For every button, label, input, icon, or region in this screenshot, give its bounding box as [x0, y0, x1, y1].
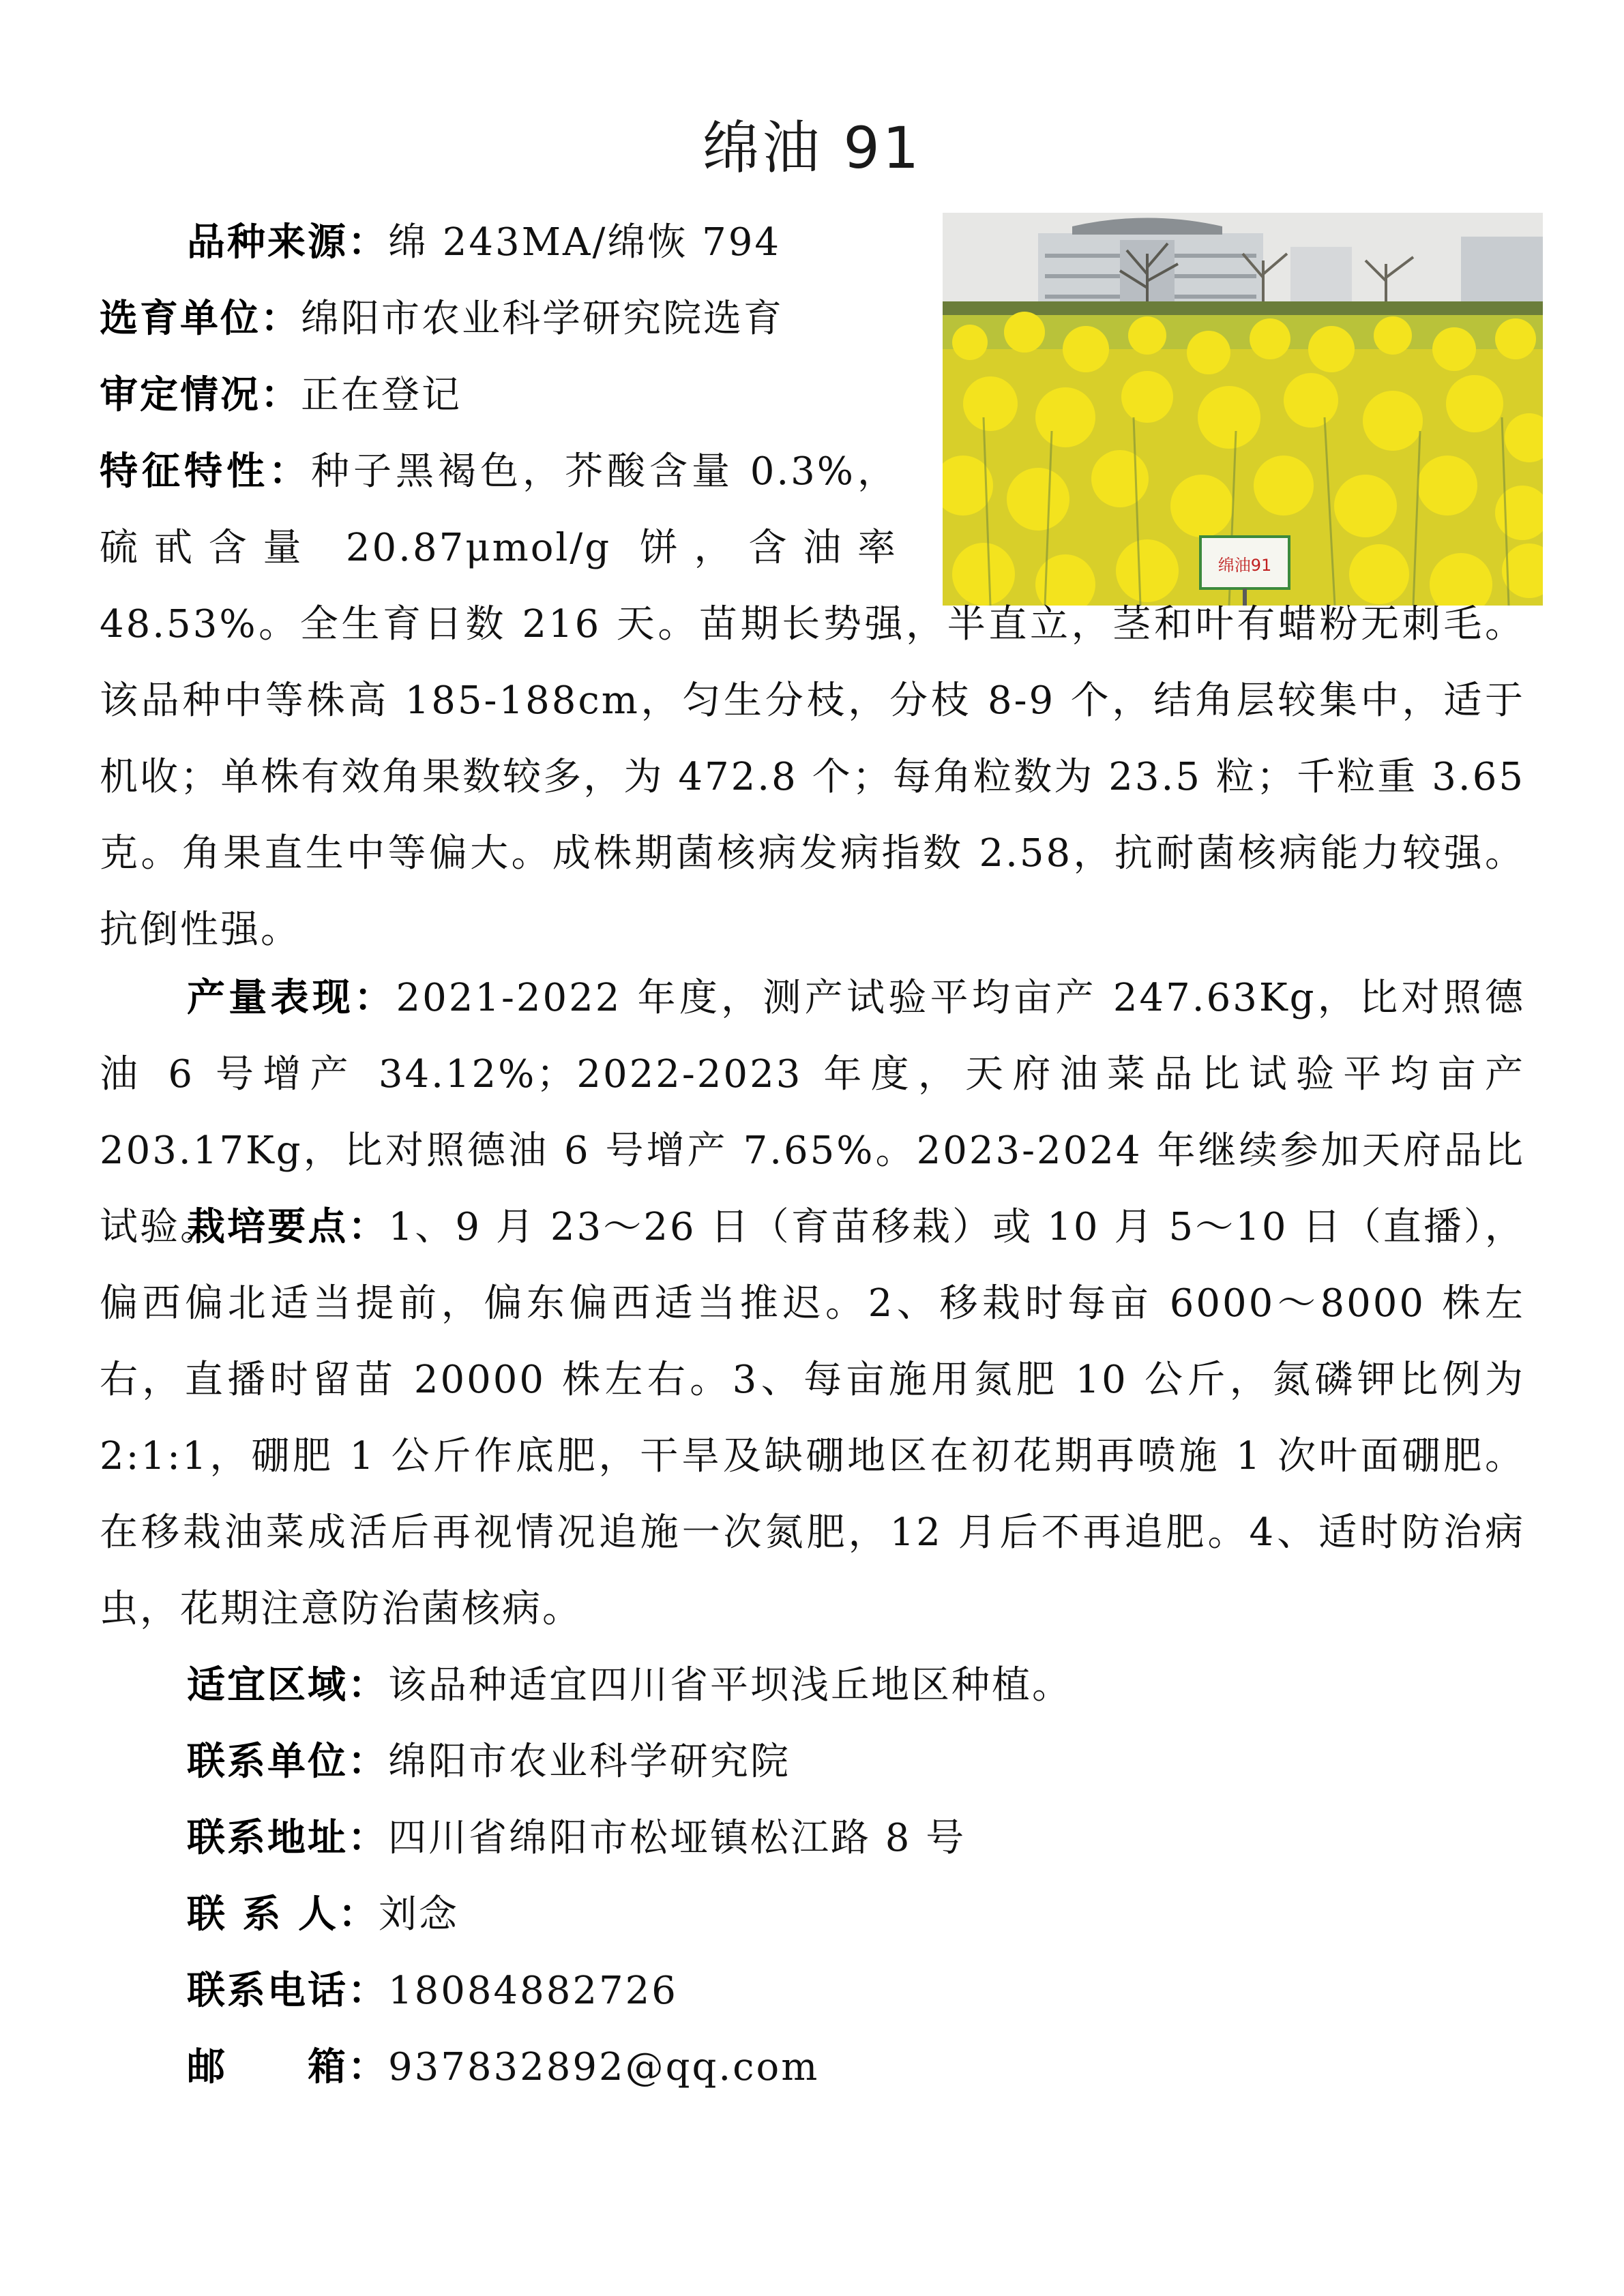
person-field [187, 1877, 459, 1953]
address-label: 联系地址： [187, 1816, 388, 1860]
characteristics-text: 种子黑褐色，芥酸含量 0.3%，硫甙含量 20.87μmol/g 饼，含油率 48.53%。全生育日数 216 天。苗期长势强，半直立，茎和叶有蜡粉无刺毛。该品种中等株高 185-188cm，匀生分枝，分枝 8-9 个，结角层较集中，适于机收；单株有效角果数较多，为 472.8 个；每角粒数为 23.5 粒；千粒重 3.65 克。角果直生中等偏大。成株期菌核病发病指数 2.58，抗耐菌核病能力较强。抗倒性强。 [100, 449, 1525, 952]
email-label: 邮 箱： [187, 2045, 388, 2089]
sign-text: 绵油91 [1217, 556, 1272, 575]
approval-label: 审定情况： [100, 373, 301, 417]
cultivation-paragraph [100, 1189, 1525, 1648]
unit-label: 联系单位： [187, 1740, 388, 1784]
yield-label: 产量表现： [187, 976, 396, 1020]
phone-value: 18084882726 [388, 1969, 678, 2013]
photo-spacer [925, 188, 1525, 581]
page-title: 绵油 91 [702, 115, 922, 181]
person-value: 刘念 [379, 1892, 459, 1937]
unit-field [187, 1724, 791, 1800]
approval-value: 正在登记 [301, 373, 462, 417]
email-field [187, 2029, 819, 2106]
source-value: 绵 243MA/绵恢 794 [388, 220, 782, 265]
intro-block [100, 205, 1525, 968]
address-field [187, 1800, 966, 1877]
yield-text: 2021-2022 年度，测产试验平均亩产 247.63Kg，比对照德油 6 号增产 34.12%；2022-2023 年度，天府油菜品比试验平均亩产 203.17Kg，比对照德油 6 号增产 7.65%。2023-2024 年继续参加天府品比试验。 [100, 976, 1525, 1249]
source-label: 品种来源： [187, 220, 388, 265]
email-value[interactable]: 937832892@qq.com [388, 2045, 820, 2089]
region-field [187, 1648, 1072, 1724]
cultivation-label: 栽培要点： [187, 1205, 389, 1249]
breeder-label: 选育单位： [100, 297, 301, 341]
person-label: 联 系 人： [187, 1892, 379, 1937]
region-label: 适宜区域： [187, 1663, 388, 1708]
cultivation-text: 1、9 月 23～26 日（育苗移栽）或 10 月 5～10 日（直播），偏西偏北适当提前，偏东偏西适当推迟。2、移栽时每亩 6000～8000 株左右，直播时留苗 20000 株左右。3、每亩施用氮肥 10 公斤，氮磷钾比例为 2:1:1，硼肥 1 公斤作底肥，干旱及缺硼地区在初花期再喷施 1 次叶面硼肥。在移栽油菜成活后再视情况追施一次氮肥，12 月后不再追肥。4、适时防治病虫，花期注意防治菌核病。 [100, 1205, 1525, 1631]
region-value: 该品种适宜四川省平坝浅丘地区种植。 [388, 1663, 1072, 1708]
phone-field [187, 1953, 678, 2029]
address-value: 四川省绵阳市松垭镇松江路 8 号 [388, 1816, 966, 1860]
characteristics-label: 特征特性： [100, 449, 311, 494]
phone-label: 联系电话： [187, 1969, 388, 2013]
breeder-value: 绵阳市农业科学研究院选育 [301, 297, 784, 341]
unit-value: 绵阳市农业科学研究院 [388, 1740, 791, 1784]
